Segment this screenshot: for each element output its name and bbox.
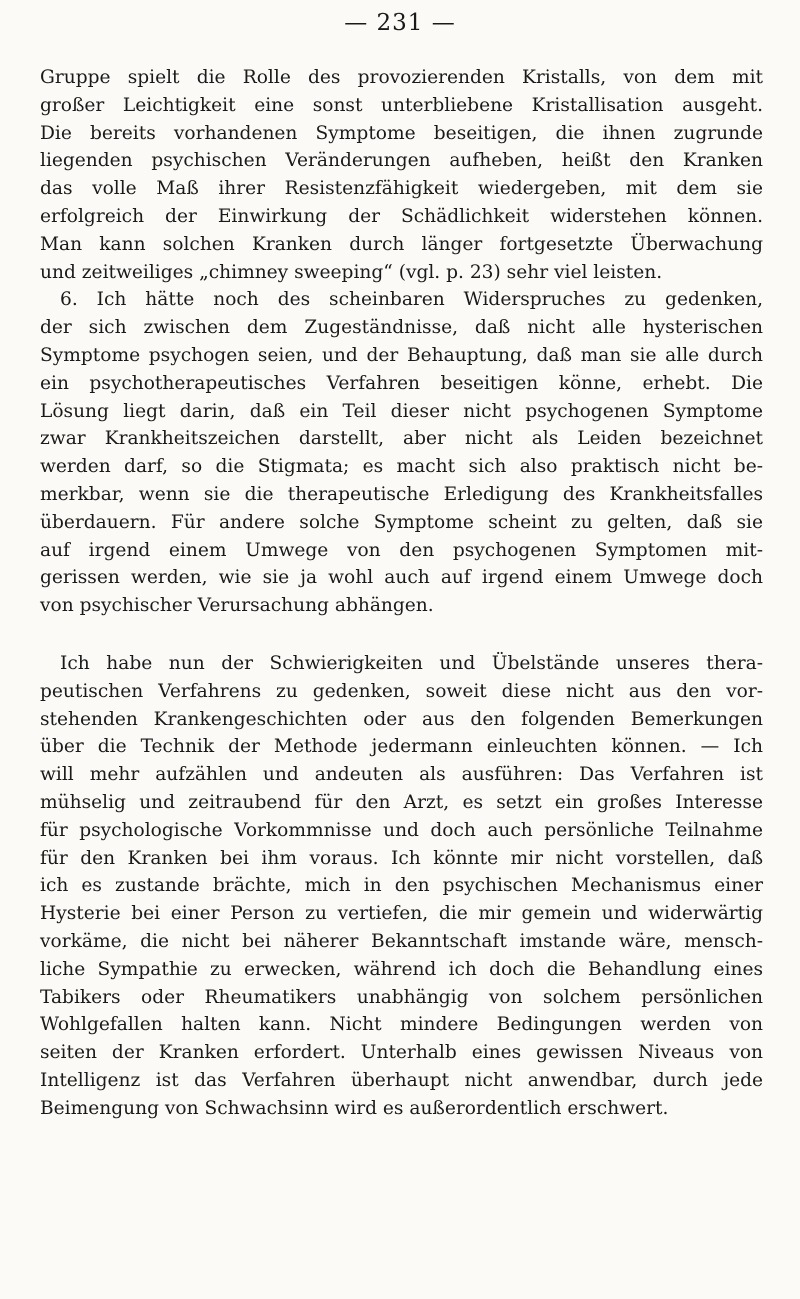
text-line: ein psychotherapeutisches Verfahren beseitigen könne, erhebt. Die [40,372,763,394]
text-line: Intelligenz ist das Verfahren überhaupt nicht anwendbar, durch jede [40,1069,763,1091]
text-line: mühselig und zeitraubend für den Arzt, es setzt ein großes Interesse [40,791,763,813]
text-line: Ich habe nun der Schwierigkeiten und Übelstände unseres thera- [60,652,763,674]
text-line: 6. Ich hätte noch des scheinbaren Widerspruches zu gedenken, [60,289,763,311]
text-line: zwar Krankheitszeichen darstellt, aber nicht als Leiden bezeichnet [40,428,763,450]
text-line: das volle Maß ihrer Resistenzfähigkeit wiedergeben, mit dem sie [40,178,763,200]
section-gap [40,620,763,650]
text-line: der sich zwischen dem Zugeständnisse, daß nicht alle hysterischen [40,317,763,339]
text-line: will mehr aufzählen und andeuten als ausführen: Das Verfahren ist [40,764,763,786]
paragraph-section-6 [40,286,763,620]
text-line: von psychischer Verursachung abhängen. [40,595,434,617]
text-line: auf irgend einem Umwege von den psychogenen Symptomen mit- [40,539,763,561]
text-line: Symptome psychogen seien, und der Behauptung, daß man sie alle durch [40,344,763,366]
text-line: stehenden Krankengeschichten oder aus den folgenden Bemerkungen [40,708,763,730]
text-line: Wohlgefallen halten kann. Nicht mindere Bedingungen werden von [40,1014,763,1036]
text-line: werden darf, so die Stigmata; es macht sich also praktisch nicht be- [40,456,763,478]
text-line: Die bereits vorhandenen Symptome beseitigen, die ihnen zugrunde [40,122,763,144]
page-number: — 231 — [344,10,456,36]
text-line: erfolgreich der Einwirkung der Schädlichkeit widerstehen können. [40,205,763,227]
body-text [40,64,763,1122]
text-line: über die Technik der Methode jedermann einleuchten können. — Ich [40,736,763,758]
text-line: für psychologische Vorkommnisse und doch auch persönliche Teilnahme [40,819,763,841]
text-line: ich es zustande brächte, mich in den psychischen Mechanismus einer [40,875,763,897]
text-line: Man kann solchen Kranken durch länger fortgesetzte Überwachung [40,233,763,255]
text-line: Beimengung von Schwachsinn wird es außerordentlich erschwert. [40,1097,669,1119]
paragraph-difficulties [40,650,763,1123]
text-line: überdauern. Für andere solche Symptome scheint zu gelten, daß sie [40,511,763,533]
text-line: und zeitweiliges „chimney sweeping“ (vgl. p. 23) sehr viel leisten. [40,261,663,283]
text-line: gerissen werden, wie sie ja wohl auch auf irgend einem Umwege doch [40,567,763,589]
text-line: seiten der Kranken erfordert. Unterhalb eines gewissen Niveaus von [40,1042,763,1064]
text-line: großer Leichtigkeit eine sonst unterbliebene Kristallisation ausgeht. [40,94,763,116]
text-line: liegenden psychischen Veränderungen aufheben, heißt den Kranken [40,150,763,172]
text-line: vorkäme, die nicht bei näherer Bekanntschaft imstande wäre, mensch- [40,930,763,952]
text-line: Gruppe spielt die Rolle des provozierenden Kristalls, von dem mit [40,67,763,88]
text-line: Lösung liegt darin, daß ein Teil dieser nicht psychogenen Symptome [40,400,763,422]
text-line: merkbar, wenn sie die therapeutische Erledigung des Krankheitsfalles [40,483,763,505]
text-line: für den Kranken bei ihm voraus. Ich könnte mir nicht vorstellen, daß [40,847,763,869]
paragraph-continuation [40,64,763,286]
text-line: Hysterie bei einer Person zu vertiefen, die mir gemein und widerwärtig [40,903,763,925]
text-line: Tabikers oder Rheumatikers unabhängig von solchem persönlichen [40,986,763,1008]
text-line: liche Sympathie zu erwecken, während ich doch die Behandlung eines [40,958,763,980]
text-line: peutischen Verfahrens zu gedenken, soweit diese nicht aus den vor- [40,680,763,702]
